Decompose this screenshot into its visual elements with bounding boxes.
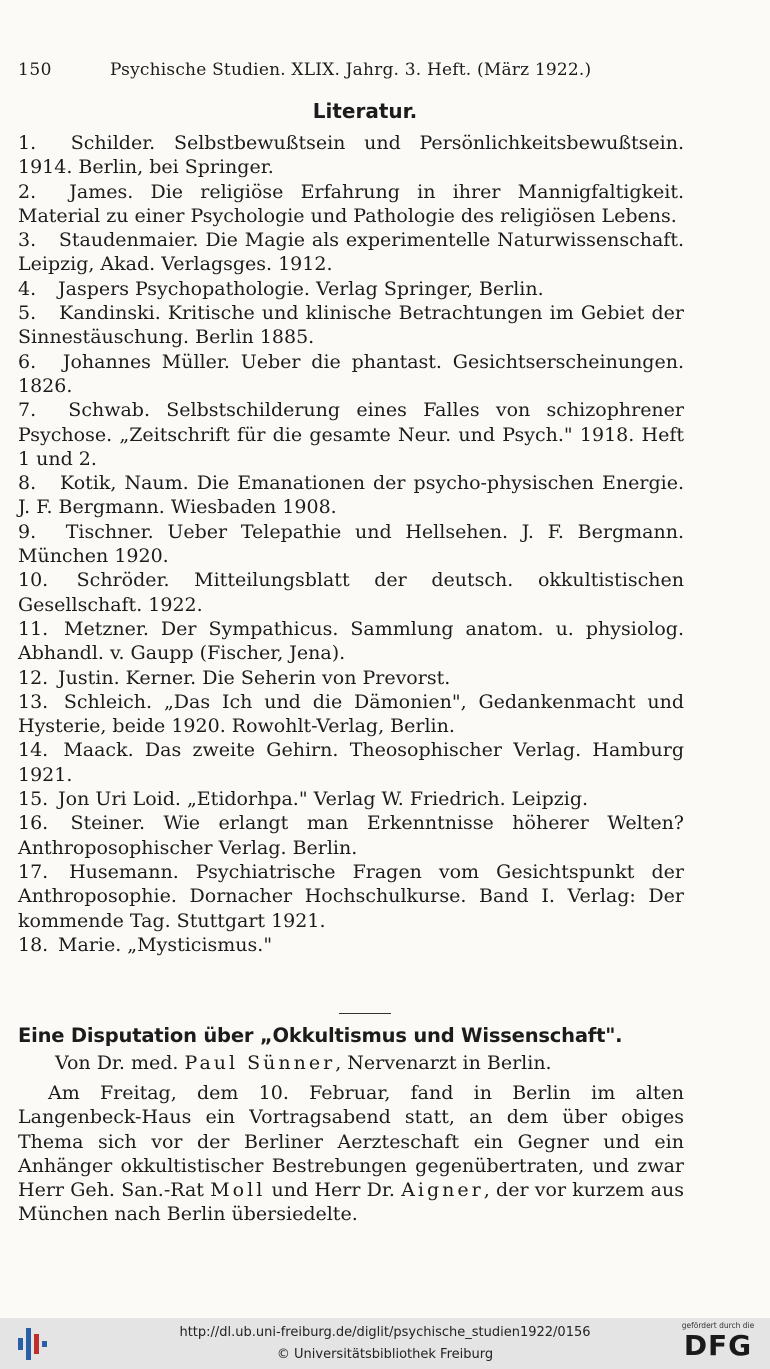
article-body	[18, 1081, 684, 1227]
reference-text: Schröder. Mitteilungsblatt der deutsch. okkultistischen Gesellschaft. 1922.	[18, 569, 685, 616]
body-text-1: Am Freitag, dem 10. Februar, fand in Berlin im alten Langenbeck-Haus ein Vortragsabend statt, an dem über obiges Thema sich vor der Berliner Aerzteschaft ein Gegner und ein Anhänger okkultistischer Bestrebungen gegenübertraten, und zwar Herr Geh. San.-Rat	[18, 1082, 684, 1202]
reference-number: 1.	[18, 132, 37, 154]
reference-number: 11.	[18, 617, 49, 640]
reference-item	[18, 277, 684, 301]
reference-item	[18, 738, 684, 787]
running-title: Psychische Studien. XLIX. Jahrg. 3. Heft. (März 1922.)	[110, 60, 592, 80]
reference-number: 16.	[18, 812, 49, 835]
reference-item	[18, 228, 684, 277]
reference-number: 10.	[18, 569, 49, 592]
name-moll: Moll	[210, 1179, 266, 1202]
byline-suffix: , Nervenarzt in Berlin.	[335, 1052, 552, 1074]
section-title: Literatur.	[312, 99, 418, 123]
reference-number: 5.	[18, 302, 37, 325]
reference-text: Justin. Kerner. Die Seherin von Prevorst.	[58, 666, 451, 689]
reference-text: Kotik, Naum. Die Emanationen der psycho-physischen Energie. J. F. Bergmann. Wiesbaden 1908.	[18, 472, 684, 519]
reference-text: Schleich. „Das Ich und die Dämonien", Gedankenmacht und Hysterie, beide 1920. Rowohlt-Verlag, Berlin.	[18, 690, 685, 738]
dfg-logo-text: DFG	[683, 1329, 753, 1362]
reference-number: 4.	[18, 277, 37, 300]
reference-text: Jon Uri Loid. „Etidorhpa." Verlag W. Friedrich. Leipzig.	[58, 788, 589, 811]
section-divider	[339, 1013, 391, 1014]
reference-number: 12.	[18, 666, 49, 689]
byline-prefix: Von Dr. med.	[55, 1052, 179, 1074]
reference-text: Jaspers Psychopathologie. Verlag Springer, Berlin.	[58, 277, 544, 300]
reference-item	[18, 471, 684, 520]
reference-number: 18.	[18, 933, 49, 956]
running-header	[18, 60, 718, 90]
reference-text: James. Die religiöse Erfahrung in ihrer Mannigfaltigkeit. Material zu einer Psychologie und Pathologie des religiösen Lebens.	[18, 180, 685, 227]
reference-number: 9.	[18, 520, 37, 543]
reference-text: Kandinski. Kritische und klinische Betrachtungen im Gebiet der Sinnestäuschung. Berlin 1885.	[18, 302, 684, 349]
reference-number: 15.	[18, 788, 49, 811]
reference-item	[18, 568, 684, 617]
reference-item	[18, 933, 684, 957]
reference-item	[18, 690, 684, 739]
footer-bar	[0, 1318, 770, 1369]
reference-text: Marie. „Mysticismus."	[58, 933, 273, 956]
article-title: Eine Disputation über „Okkultismus und Wissenschaft".	[18, 1024, 623, 1047]
reference-number: 2.	[18, 180, 37, 203]
reference-item	[18, 520, 684, 569]
reference-item	[18, 180, 684, 229]
reference-number: 14.	[18, 739, 49, 762]
footer-url-link[interactable]: http://dl.ub.uni-freiburg.de/diglit/psychische_studien1922/0156	[179, 1325, 591, 1340]
reference-number: 13.	[18, 690, 49, 713]
reference-text: Maack. Das zweite Gehirn. Theosophischer Verlag. Hamburg 1921.	[18, 739, 684, 786]
dfg-tagline: gefördert durch die	[681, 1321, 755, 1330]
reference-item	[18, 131, 684, 180]
reference-number: 7.	[18, 399, 37, 422]
reference-item	[18, 860, 684, 933]
reference-item	[18, 301, 684, 350]
reference-item	[18, 666, 684, 690]
reference-item	[18, 617, 684, 666]
reference-list	[18, 131, 684, 957]
reference-item	[18, 787, 684, 811]
reference-text: Schwab. Selbstschilderung eines Falles von schizophrener Psychose. „Zeitschrift für die gesamte Neur. und Psych." 1918. Heft 1 und 2.	[18, 399, 684, 470]
reference-text: Johannes Müller. Ueber die phantast. Gesichtserscheinungen. 1826.	[18, 350, 684, 397]
dfg-logo-icon	[676, 1321, 760, 1365]
reference-text: Schilder. Selbstbewußtsein und Persönlichkeitsbewußtsein. 1914. Berlin, bei Springer.	[18, 132, 684, 179]
reference-number: 8.	[18, 472, 37, 495]
reference-item	[18, 398, 684, 471]
reference-item	[18, 811, 684, 860]
body-text-2: und Herr Dr.	[271, 1179, 395, 1202]
page-number: 150	[18, 60, 52, 80]
reference-number: 6.	[18, 350, 37, 373]
reference-text: Steiner. Wie erlangt man Erkenntnisse höherer Welten? Anthroposophischer Verlag. Berlin.	[18, 812, 684, 859]
reference-text: Staudenmaier. Die Magie als experimentelle Naturwissenschaft. Leipzig, Akad. Verlagsges. 1912.	[18, 229, 684, 276]
article-byline	[55, 1052, 552, 1074]
author-name: Paul Sünner	[184, 1052, 336, 1074]
reference-number: 17.	[18, 860, 49, 883]
footer-copyright: © Universitätsbibliothek Freiburg	[276, 1347, 494, 1362]
reference-text: Husemann. Psychiatrische Fragen vom Gesichtspunkt der Anthroposophie. Dornacher Hochschulkurse. Band I. Verlag: Der kommende Tag. Stuttgart 1921.	[18, 860, 684, 932]
name-aigner: Aigner	[401, 1179, 484, 1202]
body-text-3: , der vor kurzem aus München nach Berlin übersiedelte.	[18, 1179, 684, 1226]
reference-item	[18, 350, 684, 399]
reference-number: 3.	[18, 229, 37, 252]
reference-text: Tischner. Ueber Telepathie und Hellsehen. J. F. Bergmann. München 1920.	[18, 520, 684, 568]
reference-text: Metzner. Der Sympathicus. Sammlung anatom. u. physiolog. Abhandl. v. Gaupp (Fischer, Jena).	[18, 617, 684, 665]
